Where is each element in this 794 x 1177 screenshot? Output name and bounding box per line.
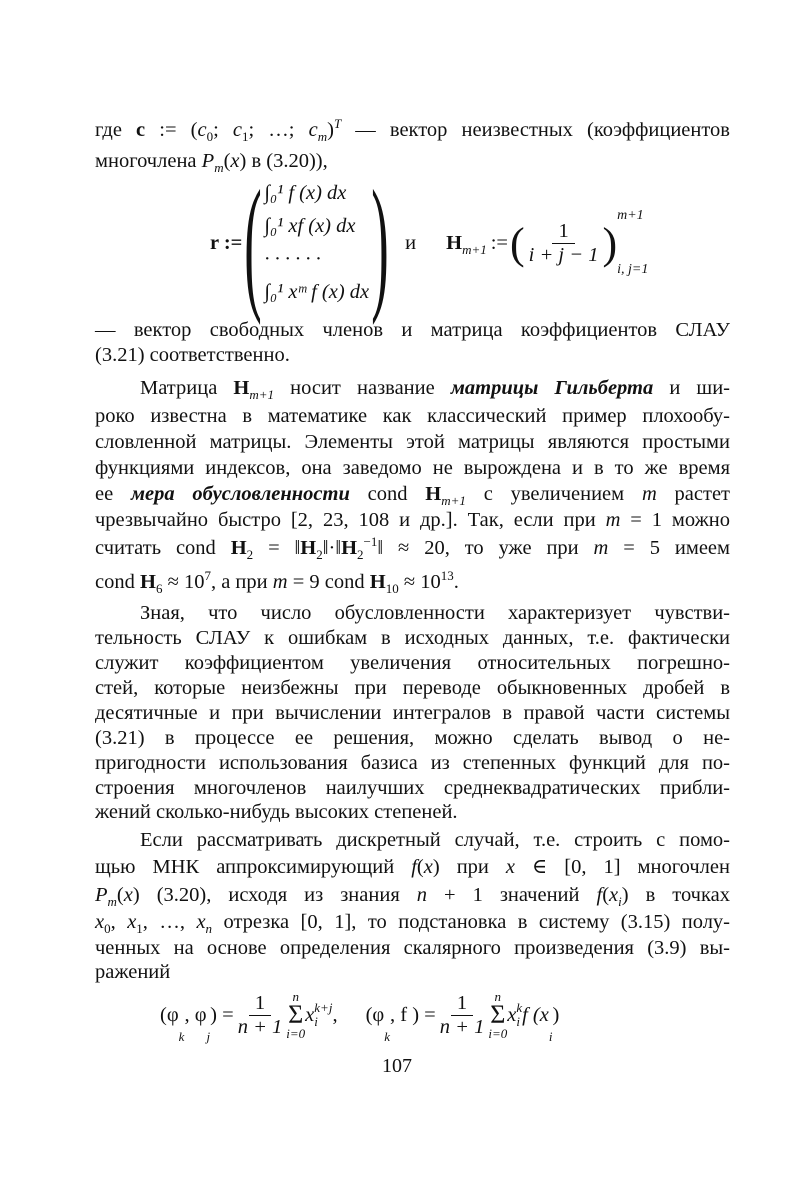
text-run: 2 — [246, 547, 254, 563]
text-run: Зная, что число обусловленности характеризует чувстви- — [140, 602, 730, 624]
denominator: n + 1 — [439, 1015, 485, 1038]
text-run: x — [127, 911, 137, 933]
text-run: m — [272, 571, 288, 593]
text-run: 13 — [440, 568, 454, 584]
text-line — [95, 318, 730, 342]
text-run: ‖ ≈ 20, то уже при — [377, 537, 594, 559]
text-run: = 9 cond — [287, 571, 370, 593]
text-run: cond — [349, 483, 426, 505]
text-line — [95, 430, 730, 454]
r-row: ∫₀¹ xf (x) dx — [264, 215, 356, 237]
text: f (x — [522, 1003, 549, 1026]
text-run: 2 — [357, 547, 364, 563]
text-run: десятичные и при вычислении интегралов в правой части системы — [95, 702, 730, 724]
text-run: 6 — [155, 581, 163, 597]
text-run: ∈ [0, 1] многочлен — [515, 856, 730, 878]
text: k — [178, 1029, 185, 1044]
text-run: = 1 можно — [620, 509, 730, 531]
text-run: роко известна в математике как классический пример плохообу- — [95, 405, 730, 427]
text-run: стей, которые неизбежны при переводе обыкновенных дробей в — [95, 677, 730, 699]
text-line — [95, 726, 730, 750]
text: ) — [552, 1003, 560, 1026]
text-run: = 5 имеем — [608, 537, 730, 559]
text-line — [95, 676, 730, 700]
text-run: , а при — [210, 571, 273, 593]
page-number: 107 — [382, 1055, 412, 1077]
text-line — [95, 960, 730, 984]
text: i — [314, 1014, 318, 1029]
text-run: m+1 — [441, 493, 466, 509]
sum-lower: i=0 — [488, 1026, 508, 1041]
text-line — [95, 508, 730, 532]
text-run: 0 — [104, 921, 111, 937]
text-run: 0 — [206, 129, 214, 145]
text-run: ‖·‖ — [322, 537, 342, 559]
numerator: 1 — [451, 992, 473, 1016]
right-paren: ) — [602, 218, 618, 268]
denominator: i + j − 1 — [528, 243, 599, 266]
text-line — [95, 626, 730, 650]
text-line — [95, 404, 730, 428]
text-run: H — [230, 537, 247, 559]
assign-sign: := — [490, 231, 508, 254]
numerator: 1 — [249, 992, 271, 1016]
text-run: ) при — [432, 856, 506, 878]
hilbert-def — [446, 208, 648, 278]
text-run: x — [423, 856, 433, 878]
text-run: = ‖ — [253, 537, 301, 559]
text-line — [140, 376, 730, 403]
conjunction: и — [405, 231, 417, 254]
text-run: i — [618, 894, 622, 910]
text-run: H — [425, 483, 442, 505]
text-run: (3.21) в процессе ее решения, можно сделать вывод о не- — [95, 727, 730, 749]
text: k — [384, 1029, 391, 1044]
text-line — [95, 883, 730, 910]
text-run: m — [214, 160, 224, 176]
text-line — [95, 776, 730, 800]
text-run: тельность СЛАУ к ошибкам в исходных данных, т.е. фактически — [95, 627, 730, 649]
text-run: , — [110, 911, 128, 933]
text-run: жений сколько-нибудь высоких степеней. — [95, 801, 458, 823]
text-run: ( — [602, 884, 610, 906]
text-run: ее — [95, 483, 131, 505]
r-row: ∫₀¹ xᵐ f (x) dx — [264, 281, 370, 303]
text-run: x — [505, 856, 516, 878]
text-line — [95, 568, 730, 597]
text-run: ( — [116, 884, 124, 906]
text-run: строения многочленов наилучших среднеквадратических прибли- — [95, 777, 730, 799]
text-line — [95, 343, 730, 367]
sum-upper: n — [494, 989, 502, 1004]
text-run: H — [300, 537, 317, 559]
H-subscript: m+1 — [462, 242, 487, 257]
text-run: n — [416, 884, 427, 906]
text-run: m — [317, 129, 328, 145]
text-run: ) — [327, 119, 334, 141]
text: x — [305, 1003, 315, 1026]
text-run: ; — [213, 119, 233, 141]
text: i — [548, 1029, 553, 1044]
text-run: f — [411, 856, 417, 878]
sum: n Σ i=0 — [286, 989, 306, 1041]
text: , — [332, 1003, 338, 1026]
text-run: 10 — [385, 581, 399, 597]
text-run: функциями индексов, она заведомо не вырождена и в то же время — [95, 457, 730, 479]
text-run: m — [641, 483, 657, 505]
text-run: H — [233, 377, 250, 399]
sum-lower: i=0 — [286, 1026, 306, 1041]
left-paren: ( — [244, 160, 263, 326]
text-run: ( — [223, 150, 231, 172]
text-line — [95, 701, 730, 725]
superscript: m+1 — [617, 208, 644, 223]
text: k+j — [314, 1000, 333, 1015]
text-run: многочлена — [95, 150, 202, 172]
text: , φ — [184, 1003, 207, 1026]
text-run: cond — [95, 571, 140, 593]
text-run: ; …; — [248, 119, 309, 141]
text: (φ — [160, 1003, 179, 1026]
text-run: словленной матрицы. Элементы этой матрицы являются простыми — [95, 431, 730, 453]
text-run: . — [453, 571, 459, 593]
text-line — [140, 601, 730, 625]
fraction — [440, 992, 485, 1039]
text-run: m — [107, 894, 117, 910]
text-run: x — [123, 884, 133, 906]
text-run: , …, — [142, 911, 197, 933]
text-run: ) в точках — [621, 884, 730, 906]
text-run: n — [205, 921, 213, 937]
text-line — [95, 855, 730, 879]
text-run: x — [230, 150, 240, 172]
text-run: m — [593, 537, 609, 559]
text-run: c — [136, 119, 146, 141]
text: i — [516, 1014, 520, 1029]
text-line — [140, 828, 730, 852]
text-line — [95, 116, 730, 145]
text-run: ) (3.20), исходя из знания — [132, 884, 417, 906]
text-run: щью МНК аппроксимирующий — [95, 856, 412, 878]
text-run: и ши- — [653, 377, 730, 399]
text-line — [95, 751, 730, 775]
right-paren: ) — [371, 160, 389, 326]
text-run: — вектор неизвестных (коэффициентов — [341, 119, 730, 141]
text-run: P — [95, 884, 108, 906]
text-run: c — [232, 119, 242, 141]
text-run: носит название — [274, 377, 451, 399]
text-run: x — [95, 911, 105, 933]
text-run: ражений — [95, 961, 171, 983]
H-symbol: H — [446, 231, 463, 254]
text-run: ≈ 10 — [398, 571, 441, 593]
text: j — [206, 1029, 211, 1044]
text-run: H — [139, 571, 156, 593]
text-run: m+1 — [249, 387, 275, 403]
text-run: ) в (3.20)), — [239, 150, 328, 172]
fraction — [238, 992, 283, 1039]
text-line — [95, 482, 731, 509]
r-label: r := — [210, 231, 243, 254]
text: x — [507, 1003, 517, 1026]
text-run: мера обусловленности — [131, 483, 350, 505]
text-run: H — [369, 571, 386, 593]
text-run: −1 — [363, 534, 378, 550]
text-run: пригодности использования базиса из степенных функций для по- — [95, 752, 730, 774]
text-run: P — [201, 150, 215, 172]
text-run: матрицы Гильберта — [450, 377, 654, 399]
text-run: x — [609, 884, 619, 906]
text-run: Матрица — [140, 377, 234, 399]
text-run: служит коэффициентом увеличения относительных погрешно- — [95, 652, 730, 674]
text-line — [95, 534, 730, 563]
text-run: 2 — [316, 547, 323, 563]
text-run: 7 — [204, 568, 211, 584]
text-run: с увеличением — [465, 483, 642, 505]
text-run: c — [197, 119, 207, 141]
sum: n Σ i=0 — [488, 989, 508, 1041]
text: k — [516, 1000, 523, 1015]
denominator: n + 1 — [237, 1015, 283, 1038]
text-run: — вектор свободных членов и матрица коэффициентов СЛАУ — [95, 319, 730, 341]
text-run: c — [308, 119, 318, 141]
formula-scalar-products — [160, 989, 560, 1044]
text-line — [95, 910, 731, 937]
text-run: (3.21) соответственно. — [95, 344, 290, 366]
text-run: где — [95, 119, 137, 141]
text-run: ≈ 10 — [162, 571, 205, 593]
text-run: отрезка [0, 1], то подстановка в систему (3.15) полу- — [212, 911, 731, 933]
text-run: чрезвычайно быстро [2, 23, 108 и др.]. Так, если при — [95, 509, 606, 531]
text-line — [95, 456, 730, 480]
text-run: x — [196, 911, 206, 933]
text-run: f — [596, 884, 603, 906]
text-line — [95, 800, 730, 824]
text-run: 1 — [241, 129, 249, 145]
fraction — [529, 220, 599, 267]
text-run: m — [605, 509, 621, 531]
text-run: ченных на основе определения скалярного произведения (3.9) вы- — [95, 937, 730, 959]
text-run: ( — [416, 856, 424, 878]
text-line — [95, 651, 730, 675]
text: , f ) = — [390, 1003, 436, 1026]
left-paren: ( — [510, 218, 525, 268]
text: ) = — [210, 1003, 234, 1026]
text-run: := ( — [145, 119, 198, 141]
r-row: ∫₀¹ f (x) dx — [264, 182, 347, 204]
text-line — [95, 936, 730, 960]
text-run: T — [333, 116, 342, 132]
text-run: растет — [656, 483, 731, 505]
text-run: считать cond — [95, 537, 231, 559]
text-run: Если рассматривать дискретный случай, т.е. строить с помо- — [140, 829, 730, 851]
sum-upper: n — [292, 989, 299, 1004]
text: (φ — [365, 1003, 385, 1026]
text-run: H — [341, 537, 358, 559]
text-run: + 1 значений — [427, 884, 597, 906]
text-run: 1 — [136, 921, 143, 937]
numerator: 1 — [552, 220, 574, 244]
r-vector — [264, 182, 369, 304]
subscript: i, j=1 — [617, 262, 649, 277]
r-row: · · · · · · — [264, 248, 321, 270]
